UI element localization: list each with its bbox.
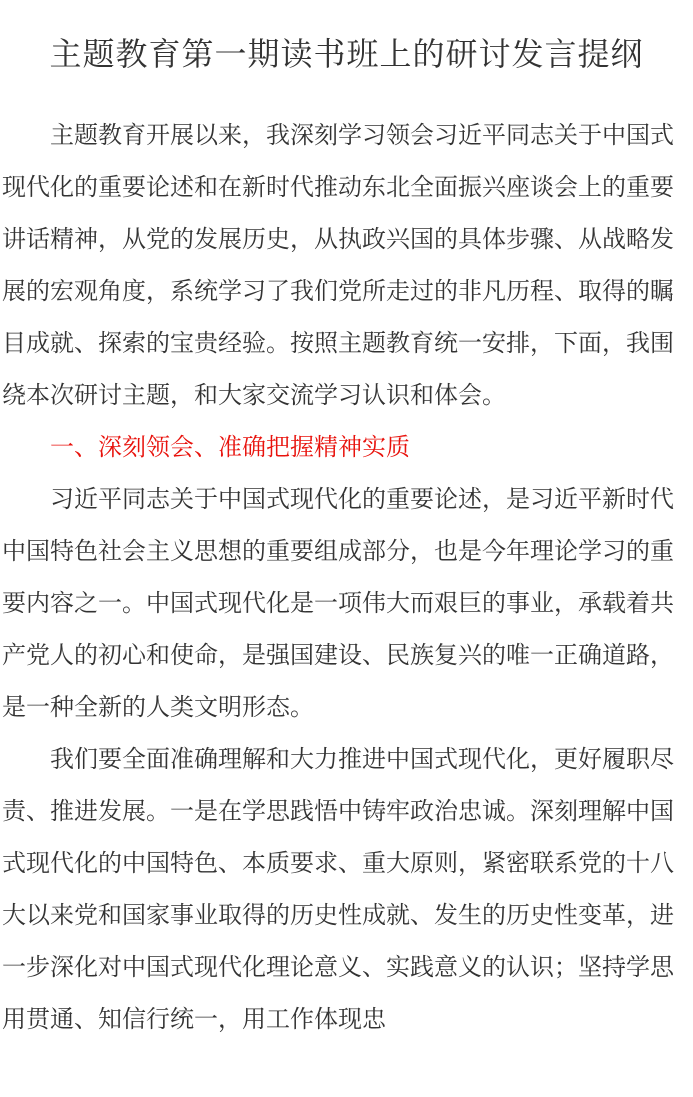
intro-paragraph: 主题教育开展以来，我深刻学习领会习近平同志关于中国式现代化的重要论述和在新时代推动东北全面振兴座谈会上的重要讲话精神，从党的发展历史，从执政兴国的具体步骤、从战略发展的宏观角度，系统学习了我们党所走过的非凡历程、取得的瞩目成就、探索的宝贵经验。按照主题教育统一安排，下面，我围绕本次研讨主题，和大家交流学习认识和体会。 (2, 121, 674, 409)
section-1-paragraph-2: 我们要全面准确理解和大力推进中国式现代化，更好履职尽责、推进发展。一是在学思践悟中铸牢政治忠诚。深刻理解中国式现代化的中国特色、本质要求、重大原则，紧密联系党的十八大以来党和国家事业取得的历史性成就、发生的历史性变革，进一步深化对中国式现代化理论意义、实践意义的认识；坚持学思用贯通、知信行统一，用工作体现忠 (2, 745, 674, 1033)
section-heading-1: 一、深刻领会、准确把握精神实质 (50, 433, 410, 461)
section-1-paragraph-1: 习近平同志关于中国式现代化的重要论述，是习近平新时代中国特色社会主义思想的重要组成部分，也是今年理论学习的重要内容之一。中国式现代化是一项伟大而艰巨的事业，承载着共产党人的初心和使命，是强国建设、民族复兴的唯一正确道路，是一种全新的人类文明形态。 (2, 485, 674, 721)
document-title: 主题教育第一期读书班上的研讨发言提纲 (49, 35, 644, 73)
document-body (2, 109, 674, 1045)
